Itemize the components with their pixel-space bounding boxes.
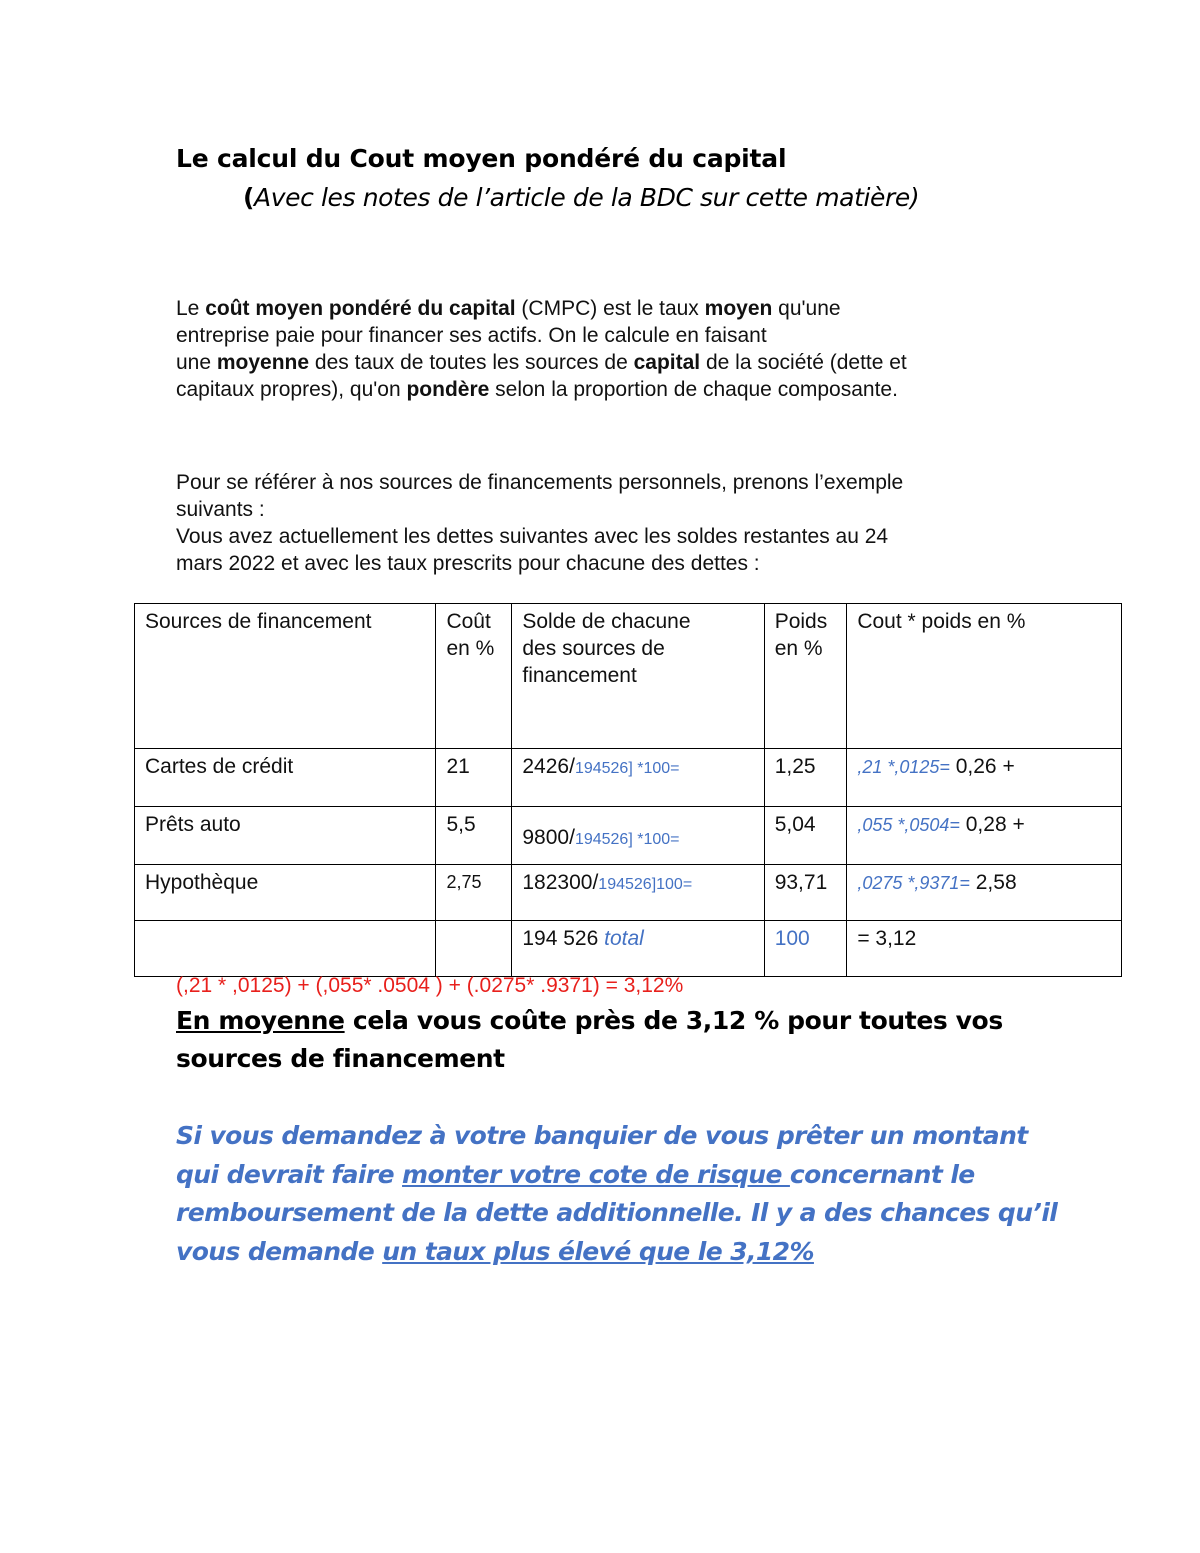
cell-total-weight: 100 (764, 921, 847, 977)
cell-balance (512, 807, 764, 865)
conclusion-line: sources de financement (176, 1044, 505, 1073)
cell-weight: 93,71 (764, 865, 847, 921)
paragraph-line: mars 2022 et avec les taux prescrits pour chacune des dettes : (176, 552, 760, 575)
text-run: (CMPC) est le taux (515, 297, 705, 320)
bold-term: moyen (704, 297, 773, 320)
cell-source: Prêts auto (135, 807, 436, 865)
text-run: selon la proportion de chaque composante. (489, 378, 898, 401)
text-run: qui devrait faire (176, 1159, 403, 1189)
bold-term: capital (633, 351, 701, 374)
underlined-text: un taux plus élevé que le 3,12% (382, 1236, 814, 1266)
header-source: Sources de financement (135, 604, 436, 749)
paragraph-line: Pour se référer à nos sources de financements personnels, prenons l’exemple (176, 471, 904, 494)
table-row (135, 749, 1122, 807)
balance-value: 182300/ (522, 871, 599, 894)
cell-weight: 1,25 (764, 749, 847, 807)
calc-note: ,21 *,0125= (857, 757, 950, 777)
bold-term: moyenne (216, 351, 310, 374)
calc-value: 0,28 + (959, 813, 1025, 836)
underlined-text: En moyenne (176, 1006, 345, 1035)
header-cost (436, 604, 512, 749)
cell-empty (135, 921, 436, 977)
text-run: vous demande (176, 1236, 383, 1266)
subtitle-text: Avec les notes de l’article de la BDC sur cette matière) (254, 183, 920, 212)
text-run: une (176, 351, 217, 374)
cell-source: Hypothèque (135, 865, 436, 921)
example-intro-paragraph (176, 469, 1056, 577)
cell-spacer (522, 811, 753, 824)
table-row (135, 807, 1122, 865)
cell-cost: 21 (436, 749, 512, 807)
header-text: Poids (774, 610, 828, 633)
advice-line: Si vous demandez à votre banquier de vous prêter un montant (176, 1121, 1028, 1150)
header-text: Solde de chacune (522, 610, 691, 633)
paragraph-line: entreprise paie pour financer ses actifs. On le calcule en faisant (176, 324, 767, 347)
header-text: en % (774, 637, 823, 660)
calc-value: 0,26 + (949, 755, 1015, 778)
cell-empty (436, 921, 512, 977)
paragraph-line (176, 295, 1056, 322)
balance-value: 2426/ (522, 755, 575, 778)
paragraph-line (176, 349, 1056, 376)
cell-source: Cartes de crédit (135, 749, 436, 807)
cell-costweight (847, 865, 1122, 921)
cell-balance (512, 865, 764, 921)
paragraph-line: suivants : (176, 498, 265, 521)
text-run: Le (176, 297, 206, 320)
text-run: cela vous coûte près de 3,12 % pour toutes vos (344, 1006, 1003, 1035)
table-row (135, 865, 1122, 921)
subtitle-paren: ( (243, 183, 255, 212)
financing-table (134, 603, 1122, 977)
calc-value: 2,58 (969, 871, 1017, 894)
header-text: financement (522, 664, 637, 687)
table-total-row (135, 921, 1122, 977)
paragraph-line: Vous avez actuellement les dettes suivantes avec les soldes restantes au 24 (176, 525, 889, 548)
advice-line (176, 1156, 1057, 1195)
header-costweight: Cout * poids en % (847, 604, 1122, 749)
text-run: qu'une (772, 297, 841, 320)
document-title: Le calcul du Cout moyen pondéré du capital (176, 144, 787, 173)
balance-note: 194526] *100= (574, 831, 680, 848)
cell-total-balance (512, 921, 764, 977)
cell-cost: 5,5 (436, 807, 512, 865)
bold-term: coût moyen pondéré du capital (205, 297, 516, 320)
cmpc-formula: (,21 * ,0125) + (,055* .0504 ) + (.0275* .9371) = 3,12% (176, 974, 684, 997)
paragraph-line (176, 376, 1056, 403)
calc-note: ,055 *,0504= (857, 815, 960, 835)
cell-total-result: = 3,12 (847, 921, 1122, 977)
cell-costweight (847, 807, 1122, 865)
document-subtitle (243, 183, 919, 212)
underlined-text: monter votre cote de risque (402, 1159, 790, 1189)
advice-line (176, 1233, 1057, 1272)
table-header-row (135, 604, 1122, 749)
header-text: Coût (446, 610, 491, 633)
cell-cost: 2,75 (436, 865, 512, 921)
conclusion-line (176, 1002, 1003, 1040)
cell-balance (512, 749, 764, 807)
header-weight (764, 604, 847, 749)
text-run: capitaux propres), qu'on (176, 378, 407, 401)
cell-costweight (847, 749, 1122, 807)
calc-note: ,0275 *,9371= (857, 873, 970, 893)
cmpc-definition-paragraph (176, 295, 1056, 403)
balance-note: 194526]100= (598, 876, 693, 893)
conclusion (176, 1002, 1003, 1078)
header-text: en % (446, 637, 495, 660)
header-balance (512, 604, 764, 749)
total-balance-value: 194 526 (522, 927, 605, 950)
advice-line: remboursement de la dette additionnelle. Il y a des chances qu’il (176, 1198, 1058, 1227)
balance-note: 194526] *100= (574, 760, 680, 777)
total-label: total (604, 927, 644, 950)
balance-value: 9800/ (522, 826, 575, 849)
header-text: des sources de (522, 637, 665, 660)
text-run: concernant le (789, 1159, 975, 1189)
bold-term: pondère (406, 378, 490, 401)
text-run: des taux de toutes les sources de (309, 351, 634, 374)
banker-advice (176, 1117, 1057, 1271)
text-run: de la société (dette et (700, 351, 907, 374)
cell-weight: 5,04 (764, 807, 847, 865)
